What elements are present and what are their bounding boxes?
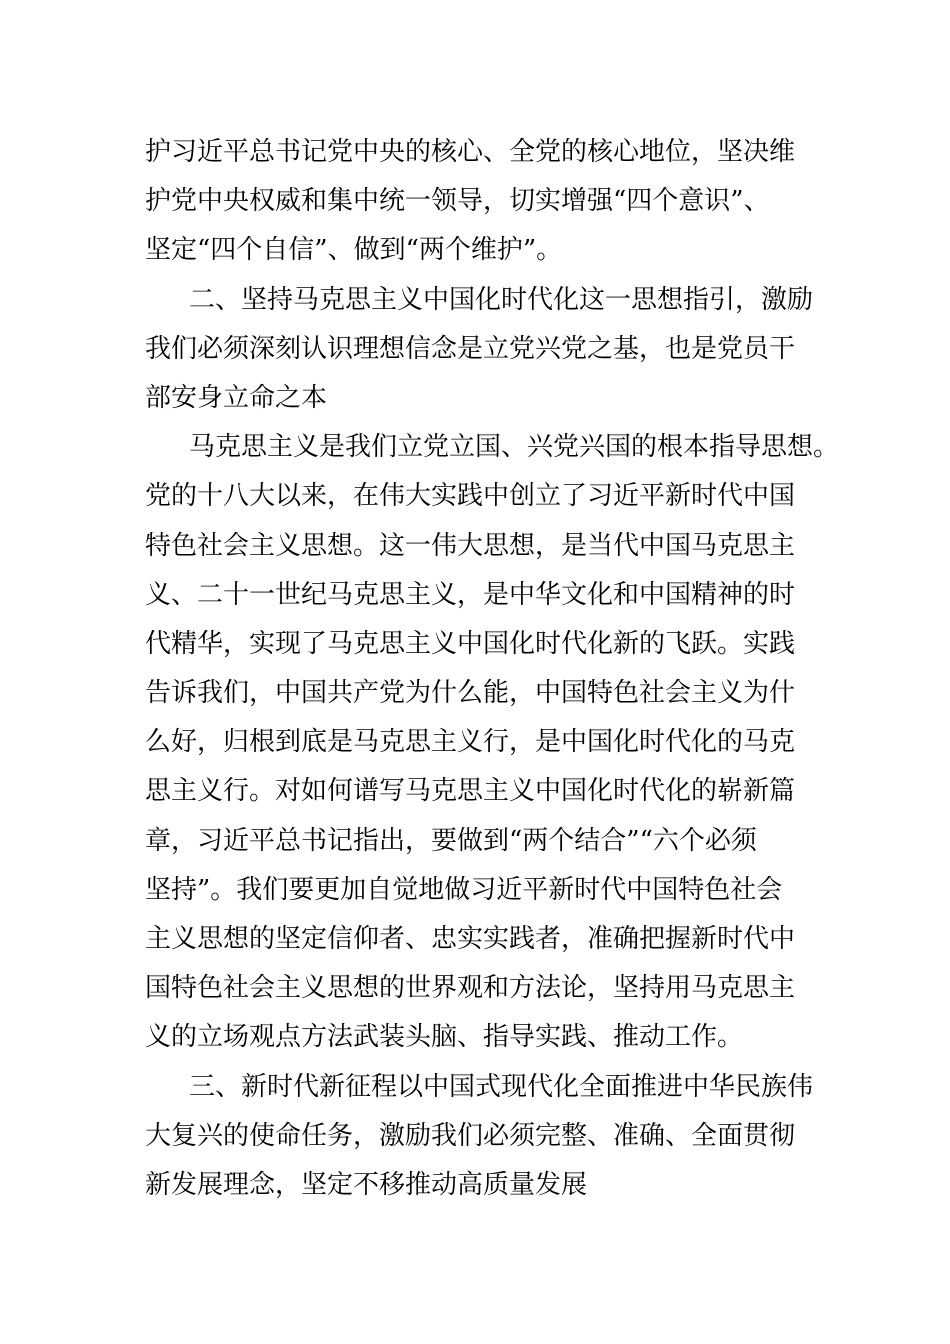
text-line: 坚持”。我们要更加自觉地做习近平新时代中国特色社会 xyxy=(145,874,783,905)
text-line: 代精华，实现了马克思主义中国化时代化新的飞跃。实践 xyxy=(145,628,796,659)
text-line: 党的十八大以来，在伟大实践中创立了习近平新时代中国 xyxy=(145,481,796,512)
section-heading-line: 三、新时代新征程以中国式现代化全面推进中华民族伟 xyxy=(189,1071,814,1102)
text-line: 护党中央权威和集中统一领导，切实增强“四个意识”、 xyxy=(145,186,770,217)
section-heading-line: 二、坚持马克思主义中国化时代化这一思想指引，激励 xyxy=(189,284,814,315)
text-line: 义的立场观点方法武装头脑、指导实践、推动工作。 xyxy=(145,1022,744,1053)
text-line: 国特色社会主义思想的世界观和方法论，坚持用马克思主 xyxy=(145,973,796,1004)
text-line: 么好，归根到底是马克思主义行，是中国化时代化的马克 xyxy=(145,727,796,758)
text-line: 告诉我们，中国共产党为什么能，中国特色社会主义为什 xyxy=(145,678,796,709)
text-line: 特色社会主义思想。这一伟大思想，是当代中国马克思主 xyxy=(145,530,796,561)
section-heading-line: 大复兴的使命任务，激励我们必须完整、准确、全面贯彻 xyxy=(145,1120,796,1151)
text-line: 义、二十一世纪马克思主义，是中华文化和中国精神的时 xyxy=(145,579,796,610)
document-body xyxy=(145,128,840,1210)
text-line: 章，习近平总书记指出，要做到“两个结合”“六个必须 xyxy=(145,825,757,856)
text-line: 思主义行。对如何谱写马克思主义中国化时代化的崭新篇 xyxy=(145,776,796,807)
section-heading-line: 我们必须深刻认识理想信念是立党兴党之基，也是党员干 xyxy=(145,333,796,364)
text-line: 护习近平总书记党中央的核心、全党的核心地位，坚决维 xyxy=(145,137,796,167)
text-line: 坚定“四个自信”、做到“两个维护”。 xyxy=(145,235,563,266)
section-heading-line: 新发展理念，坚定不移推动高质量发展 xyxy=(145,1169,588,1200)
section-heading-line: 部安身立命之本 xyxy=(145,382,328,413)
text-line: 马克思主义是我们立党立国、兴党兴国的根本指导思想。 xyxy=(189,432,840,463)
text-line: 主义思想的坚定信仰者、忠实实践者，准确把握新时代中 xyxy=(145,924,796,954)
